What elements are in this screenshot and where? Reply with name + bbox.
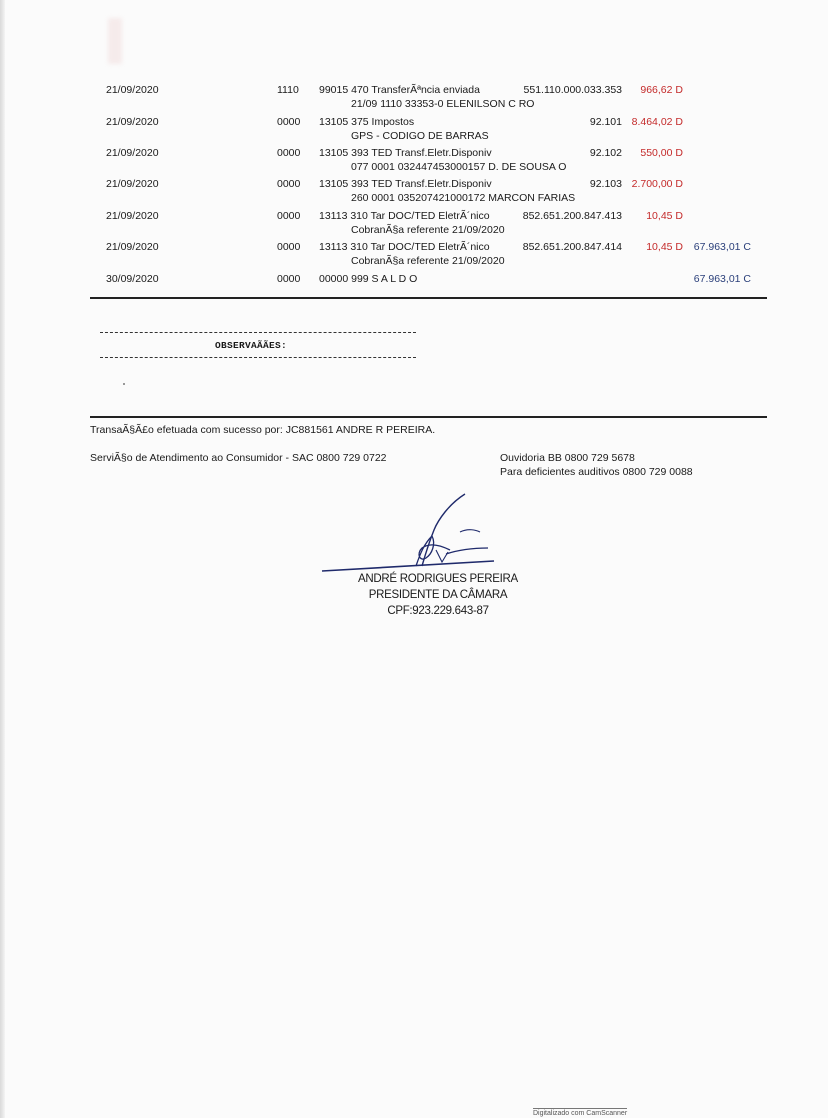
value: 550,00 D — [640, 147, 683, 159]
description: 13105 375 Impostos — [319, 116, 415, 128]
ombudsman-line: Ouvidoria BB 0800 729 5678 — [500, 452, 635, 464]
signer-title: PRESIDENTE DA CÂMARA — [368, 589, 508, 601]
agency: 1110 — [277, 84, 299, 96]
date: 21/09/2020 — [106, 147, 159, 159]
description: 13113 310 Tar DOC/TED EletrÃ´nico — [319, 210, 490, 222]
reference: 852.651.200.847.414 — [522, 241, 622, 253]
sac-line: ServiÃ§o de Atendimento ao Consumidor - SAC 0800 729 0722 — [90, 452, 387, 464]
value: 8.464,02 D — [631, 116, 683, 128]
agency: 0000 — [277, 273, 301, 285]
transaction-note: TransaÃ§Ã£o efetuada com sucesso por: JC881561 ANDRE R PEREIRA. — [90, 424, 436, 436]
value: 10,45 D — [646, 241, 683, 253]
description: 13105 393 TED Transf.Eletr.Disponiv — [319, 147, 492, 159]
agency: 0000 — [277, 147, 301, 159]
detail: GPS - CODIGO DE BARRAS — [351, 130, 489, 142]
detail: CobranÃ§a referente 21/09/2020 — [351, 255, 505, 267]
agency: 0000 — [277, 116, 301, 128]
balance: 67.963,01 C — [693, 273, 751, 285]
date: 21/09/2020 — [106, 84, 159, 96]
description: 00000 999 S A L D O — [319, 273, 418, 285]
table-row — [0, 174, 828, 204]
table-row — [0, 206, 828, 236]
observations-label: OBSERVAÃÃES: — [215, 340, 288, 351]
date: 30/09/2020 — [106, 273, 159, 285]
paper-stain — [108, 18, 122, 64]
value: 966,62 D — [640, 84, 683, 96]
date: 21/09/2020 — [106, 241, 159, 253]
handwritten-signature — [318, 492, 498, 582]
reference: 92.101 — [589, 116, 622, 128]
date: 21/09/2020 — [106, 210, 159, 222]
detail: 260 0001 035207421000172 MARCON FARIAS — [351, 192, 576, 204]
agency: 0000 — [277, 241, 301, 253]
observations-top-dashes — [100, 332, 416, 333]
agency: 0000 — [277, 178, 301, 190]
description: 99015 470 TransferÃªncia enviada — [319, 84, 480, 96]
detail: 077 0001 032447453000157 D. DE SOUSA O — [351, 161, 567, 173]
description: 13113 310 Tar DOC/TED EletrÃ´nico — [319, 241, 490, 253]
detail: CobranÃ§a referente 21/09/2020 — [351, 224, 505, 236]
value: 2.700,00 D — [631, 178, 683, 190]
table-row — [0, 237, 828, 267]
reference: 92.103 — [589, 178, 622, 190]
table-row — [0, 143, 828, 173]
reference: 551.110.000.033.353 — [523, 84, 622, 96]
table-bottom-rule — [90, 297, 767, 299]
reference: 852.651.200.847.413 — [522, 210, 622, 222]
table-row — [0, 269, 828, 299]
agency: 0000 — [277, 210, 301, 222]
value: 10,45 D — [646, 210, 683, 222]
table-row — [0, 80, 828, 110]
signer-name: ANDRÉ RODRIGUES PEREIRA — [358, 573, 518, 585]
table-row — [0, 112, 828, 142]
date: 21/09/2020 — [106, 178, 159, 190]
footer-rule — [90, 416, 767, 418]
hearing-impaired-line: Para deficientes auditivos 0800 729 0088 — [500, 466, 693, 478]
balance: 67.963,01 C — [693, 241, 751, 253]
scan-speck — [123, 383, 125, 385]
detail: 21/09 1110 33353-0 ELENILSON C RO — [351, 98, 535, 110]
scanner-watermark: Digitalizado com CamScanner — [533, 1110, 628, 1117]
reference: 92.102 — [589, 147, 622, 159]
observations-bottom-dashes — [100, 357, 416, 358]
date: 21/09/2020 — [106, 116, 159, 128]
description: 13105 393 TED Transf.Eletr.Disponiv — [319, 178, 492, 190]
signer-cpf: CPF:923.229.643-87 — [387, 605, 489, 617]
